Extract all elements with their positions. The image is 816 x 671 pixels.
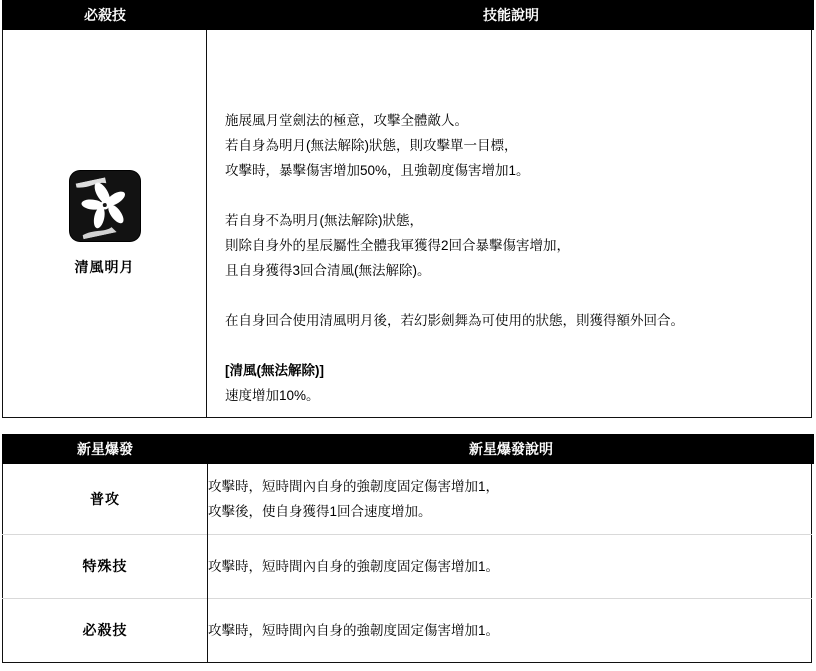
- desc-line-3: 攻擊時，暴擊傷害增加50%，且強韌度傷害增加1。: [225, 163, 530, 178]
- nova-body-table: [2, 464, 812, 663]
- spacer-1: [225, 183, 811, 208]
- table-gap: [0, 418, 816, 434]
- header-nova-description-label: 新星爆發說明: [208, 434, 814, 464]
- skill-icon-cell: [3, 30, 207, 417]
- nova-row-text: [208, 534, 812, 598]
- clear-wind-bright-moon-icon: [70, 171, 140, 241]
- header-skill-description-label: 技能說明: [208, 0, 814, 30]
- desc-line-1: 施展風月堂劍法的極意，攻擊全體敵人。: [225, 113, 468, 128]
- nova-row-line: 攻擊後，使自身獲得1回合速度增加。: [208, 503, 432, 519]
- ultimate-skill-header-table: [2, 0, 814, 30]
- skill-name: 清風明月: [74, 258, 135, 275]
- flower-glyph-icon: [71, 172, 137, 238]
- nova-row-label: 普攻: [3, 464, 208, 534]
- nova-row-text: [208, 464, 812, 534]
- nova-row-label: 特殊技: [3, 534, 208, 598]
- nova-row-line: 攻擊時，短時間內自身的強韌度固定傷害增加1。: [208, 558, 500, 574]
- skill-description: [207, 30, 811, 417]
- desc2-line-1: 若自身不為明月(無法解除)狀態，: [225, 213, 423, 228]
- desc2-line-2: 則除自身外的星辰屬性全體我軍獲得2回合暴擊傷害增加，: [225, 238, 571, 253]
- buff-title: [清風(無法解除)]: [225, 363, 324, 378]
- table-row: [3, 464, 812, 534]
- table-row: [3, 598, 812, 662]
- table-header-row: [2, 434, 814, 464]
- header-nova-label: 新星爆發: [2, 434, 208, 464]
- nova-row-line: 攻擊時，短時間內自身的強韌度固定傷害增加1，: [208, 478, 500, 494]
- spacer-3: [225, 333, 811, 358]
- table-row: [3, 534, 812, 598]
- nova-row-text: [208, 598, 812, 662]
- nova-row-label: 必殺技: [3, 598, 208, 662]
- header-ultimate-label: 必殺技: [2, 0, 208, 30]
- ultimate-skill-body: [2, 30, 812, 418]
- nova-row-line: 攻擊時，短時間內自身的強韌度固定傷害增加1。: [208, 622, 500, 638]
- table-header-row: [2, 0, 814, 30]
- desc2-line-3: 且自身獲得3回合清風(無法解除)。: [225, 263, 431, 278]
- desc3-line-1: 在自身回合使用清風明月後，若幻影劍舞為可使用的狀態，則獲得額外回合。: [225, 313, 684, 328]
- nova-header-table: [2, 434, 814, 464]
- desc-line-2: 若自身為明月(無法解除)狀態，則攻擊單一目標，: [225, 138, 518, 153]
- spacer-2: [225, 283, 811, 308]
- buff-line-1: 速度增加10%。: [225, 388, 320, 403]
